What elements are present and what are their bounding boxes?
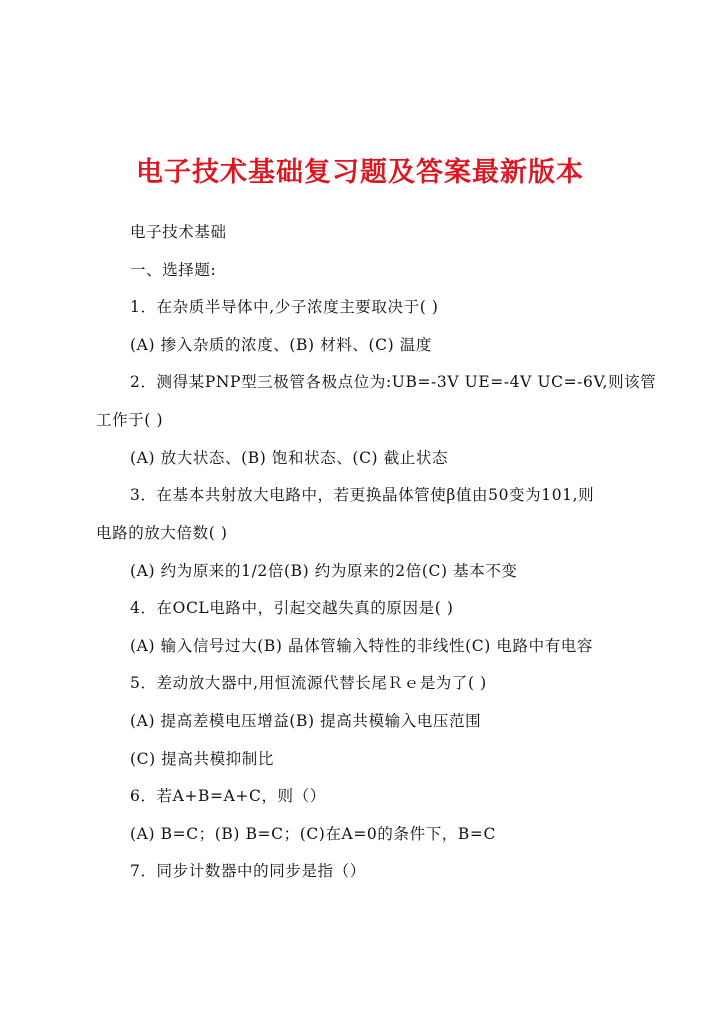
question-section-label: 一、选择题:: [130, 261, 217, 279]
question-1: 1．在杂质半导体中,少子浓度主要取决于( ): [130, 298, 439, 316]
question-2-options: (A) 放大状态、(B) 饱和状态、(C) 截止状态: [130, 449, 449, 467]
question-4-options: (A) 输入信号过大(B) 晶体管输入特性的非线性(C) 电路中有电容: [130, 637, 594, 655]
question-6-options: (A) B=C；(B) B=C；(C)在A=0的条件下，B=C: [130, 825, 496, 843]
section-heading: 电子技术基础: [130, 223, 227, 241]
question-7: 7．同步计数器中的同步是指（）: [130, 862, 366, 880]
question-2-continued: 工作于( ): [96, 411, 164, 429]
question-5-options-a-b: (A) 提高差模电压增益(B) 提高共模输入电压范围: [130, 712, 482, 730]
question-1-options: (A) 掺入杂质的浓度、(B) 材料、(C) 温度: [130, 336, 433, 354]
question-4: 4．在OCL电路中，引起交越失真的原因是( ): [130, 599, 454, 617]
question-3-options: (A) 约为原来的1/2倍(B) 约为原来的2倍(C) 基本不变: [130, 562, 518, 580]
question-6: 6．若A+B=A+C，则（）: [130, 787, 326, 805]
question-3-continued: 电路的放大倍数( ): [96, 524, 228, 542]
question-5: 5．差动放大器中,用恒流源代替长尾Ｒｅ是为了( ): [130, 674, 487, 692]
question-3: 3．在基本共射放大电路中，若更换晶体管使β值由50变为101,则: [130, 486, 595, 504]
question-5-options-c: (C) 提高共模抑制比: [130, 750, 274, 768]
document-title: 电子技术基础复习题及答案最新版本: [136, 157, 584, 188]
question-2: 2．测得某PNP型三极管各极点位为:UB=-3V UE=-4V UC=-6V,则该管: [130, 373, 657, 391]
